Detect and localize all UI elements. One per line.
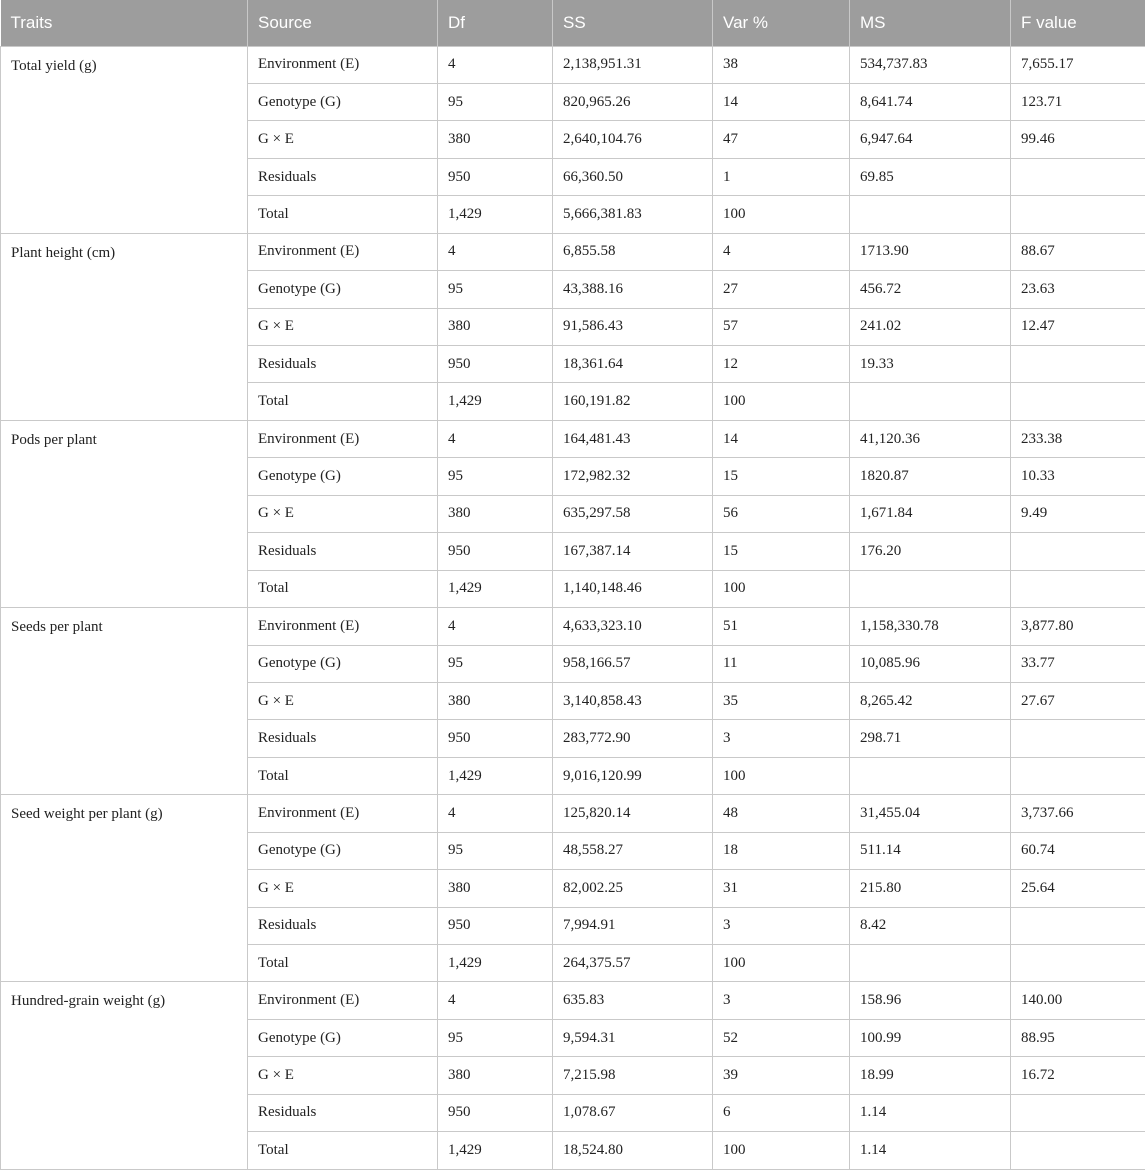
ss-cell: 4,633,323.10	[553, 608, 713, 645]
ms-cell: 176.20	[850, 533, 1011, 570]
var-percent-cell: 57	[713, 308, 850, 345]
ms-cell: 100.99	[850, 1019, 1011, 1056]
ms-cell: 31,455.04	[850, 795, 1011, 832]
f-value-cell: 3,877.80	[1011, 608, 1145, 645]
var-percent-cell: 52	[713, 1019, 850, 1056]
source-cell: Environment (E)	[248, 420, 438, 457]
f-value-cell: 33.77	[1011, 645, 1145, 682]
var-percent-cell: 100	[713, 570, 850, 607]
ms-cell: 8,265.42	[850, 682, 1011, 719]
df-cell: 950	[438, 533, 553, 570]
table-row	[1, 608, 1145, 645]
ss-cell: 2,138,951.31	[553, 46, 713, 83]
header-df: Df	[438, 0, 553, 46]
source-cell: Residuals	[248, 720, 438, 757]
table-header	[1, 0, 1145, 46]
df-cell: 4	[438, 46, 553, 83]
df-cell: 950	[438, 346, 553, 383]
df-cell: 1,429	[438, 383, 553, 420]
var-percent-cell: 100	[713, 757, 850, 794]
source-cell: Total	[248, 757, 438, 794]
ms-cell: 6,947.64	[850, 121, 1011, 158]
trait-cell: Total yield (g)	[1, 46, 248, 233]
var-percent-cell: 15	[713, 533, 850, 570]
ms-cell: 215.80	[850, 870, 1011, 907]
df-cell: 4	[438, 795, 553, 832]
trait-cell: Seed weight per plant (g)	[1, 795, 248, 982]
header-ss: SS	[553, 0, 713, 46]
var-percent-cell: 14	[713, 83, 850, 120]
f-value-cell	[1011, 570, 1145, 607]
ss-cell: 820,965.26	[553, 83, 713, 120]
df-cell: 95	[438, 1019, 553, 1056]
f-value-cell: 140.00	[1011, 982, 1145, 1019]
source-cell: Residuals	[248, 1094, 438, 1131]
source-cell: Genotype (G)	[248, 645, 438, 682]
f-value-cell: 23.63	[1011, 271, 1145, 308]
source-cell: Environment (E)	[248, 795, 438, 832]
ss-cell: 3,140,858.43	[553, 682, 713, 719]
ss-cell: 18,524.80	[553, 1132, 713, 1169]
ss-cell: 958,166.57	[553, 645, 713, 682]
var-percent-cell: 3	[713, 907, 850, 944]
ss-cell: 1,078.67	[553, 1094, 713, 1131]
table-row	[1, 982, 1145, 1019]
df-cell: 1,429	[438, 945, 553, 982]
df-cell: 380	[438, 682, 553, 719]
var-percent-cell: 11	[713, 645, 850, 682]
df-cell: 95	[438, 271, 553, 308]
ss-cell: 7,215.98	[553, 1057, 713, 1094]
df-cell: 950	[438, 1094, 553, 1131]
ss-cell: 82,002.25	[553, 870, 713, 907]
var-percent-cell: 18	[713, 832, 850, 869]
f-value-cell: 99.46	[1011, 121, 1145, 158]
f-value-cell: 60.74	[1011, 832, 1145, 869]
header-f-value: F value	[1011, 0, 1145, 46]
source-cell: G × E	[248, 121, 438, 158]
df-cell: 4	[438, 420, 553, 457]
f-value-cell: 7,655.17	[1011, 46, 1145, 83]
f-value-cell	[1011, 158, 1145, 195]
f-value-cell: 233.38	[1011, 420, 1145, 457]
ms-cell: 69.85	[850, 158, 1011, 195]
source-cell: G × E	[248, 495, 438, 532]
df-cell: 950	[438, 720, 553, 757]
var-percent-cell: 100	[713, 383, 850, 420]
df-cell: 95	[438, 83, 553, 120]
source-cell: Residuals	[248, 533, 438, 570]
source-cell: Genotype (G)	[248, 271, 438, 308]
trait-cell: Hundred-grain weight (g)	[1, 982, 248, 1169]
ss-cell: 167,387.14	[553, 533, 713, 570]
ms-cell: 8,641.74	[850, 83, 1011, 120]
ms-cell	[850, 383, 1011, 420]
var-percent-cell: 12	[713, 346, 850, 383]
table-row	[1, 420, 1145, 457]
df-cell: 95	[438, 832, 553, 869]
df-cell: 380	[438, 870, 553, 907]
ms-cell: 19.33	[850, 346, 1011, 383]
var-percent-cell: 6	[713, 1094, 850, 1131]
f-value-cell: 123.71	[1011, 83, 1145, 120]
var-percent-cell: 15	[713, 458, 850, 495]
df-cell: 4	[438, 982, 553, 1019]
var-percent-cell: 1	[713, 158, 850, 195]
ms-cell: 511.14	[850, 832, 1011, 869]
f-value-cell: 88.95	[1011, 1019, 1145, 1056]
ms-cell: 158.96	[850, 982, 1011, 1019]
var-percent-cell: 14	[713, 420, 850, 457]
var-percent-cell: 47	[713, 121, 850, 158]
source-cell: Residuals	[248, 907, 438, 944]
f-value-cell	[1011, 757, 1145, 794]
ss-cell: 1,140,148.46	[553, 570, 713, 607]
ms-cell	[850, 196, 1011, 233]
ss-cell: 43,388.16	[553, 271, 713, 308]
ms-cell: 1713.90	[850, 233, 1011, 270]
source-cell: Genotype (G)	[248, 458, 438, 495]
df-cell: 380	[438, 121, 553, 158]
df-cell: 95	[438, 645, 553, 682]
f-value-cell: 16.72	[1011, 1057, 1145, 1094]
ss-cell: 635,297.58	[553, 495, 713, 532]
source-cell: Genotype (G)	[248, 83, 438, 120]
var-percent-cell: 48	[713, 795, 850, 832]
var-percent-cell: 39	[713, 1057, 850, 1094]
df-cell: 380	[438, 308, 553, 345]
ss-cell: 635.83	[553, 982, 713, 1019]
ms-cell: 534,737.83	[850, 46, 1011, 83]
source-cell: Total	[248, 1132, 438, 1169]
source-cell: G × E	[248, 1057, 438, 1094]
ss-cell: 5,666,381.83	[553, 196, 713, 233]
f-value-cell: 9.49	[1011, 495, 1145, 532]
ms-cell: 41,120.36	[850, 420, 1011, 457]
df-cell: 950	[438, 907, 553, 944]
f-value-cell	[1011, 945, 1145, 982]
ss-cell: 160,191.82	[553, 383, 713, 420]
table-body	[1, 46, 1145, 1169]
ss-cell: 283,772.90	[553, 720, 713, 757]
source-cell: Residuals	[248, 346, 438, 383]
ms-cell	[850, 945, 1011, 982]
f-value-cell: 3,737.66	[1011, 795, 1145, 832]
df-cell: 1,429	[438, 196, 553, 233]
var-percent-cell: 3	[713, 982, 850, 1019]
ss-cell: 9,016,120.99	[553, 757, 713, 794]
ms-cell: 18.99	[850, 1057, 1011, 1094]
source-cell: Environment (E)	[248, 982, 438, 1019]
f-value-cell: 10.33	[1011, 458, 1145, 495]
ms-cell: 8.42	[850, 907, 1011, 944]
var-percent-cell: 27	[713, 271, 850, 308]
header-var-percent: Var %	[713, 0, 850, 46]
f-value-cell: 88.67	[1011, 233, 1145, 270]
var-percent-cell: 51	[713, 608, 850, 645]
var-percent-cell: 100	[713, 945, 850, 982]
df-cell: 4	[438, 233, 553, 270]
ms-cell: 241.02	[850, 308, 1011, 345]
f-value-cell	[1011, 907, 1145, 944]
ss-cell: 2,640,104.76	[553, 121, 713, 158]
source-cell: Total	[248, 383, 438, 420]
source-cell: G × E	[248, 870, 438, 907]
ms-cell: 10,085.96	[850, 645, 1011, 682]
f-value-cell	[1011, 533, 1145, 570]
source-cell: Environment (E)	[248, 608, 438, 645]
source-cell: Genotype (G)	[248, 832, 438, 869]
var-percent-cell: 38	[713, 46, 850, 83]
ms-cell: 1,158,330.78	[850, 608, 1011, 645]
source-cell: Total	[248, 196, 438, 233]
ss-cell: 6,855.58	[553, 233, 713, 270]
ss-cell: 7,994.91	[553, 907, 713, 944]
f-value-cell	[1011, 383, 1145, 420]
header-source: Source	[248, 0, 438, 46]
ss-cell: 9,594.31	[553, 1019, 713, 1056]
header-traits: Traits	[1, 0, 248, 46]
source-cell: Total	[248, 570, 438, 607]
header-row	[1, 0, 1145, 46]
var-percent-cell: 56	[713, 495, 850, 532]
header-ms: MS	[850, 0, 1011, 46]
ss-cell: 66,360.50	[553, 158, 713, 195]
var-percent-cell: 100	[713, 196, 850, 233]
f-value-cell	[1011, 720, 1145, 757]
df-cell: 95	[438, 458, 553, 495]
df-cell: 380	[438, 1057, 553, 1094]
table-row	[1, 795, 1145, 832]
trait-cell: Plant height (cm)	[1, 233, 248, 420]
ms-cell: 456.72	[850, 271, 1011, 308]
var-percent-cell: 35	[713, 682, 850, 719]
ss-cell: 18,361.64	[553, 346, 713, 383]
df-cell: 950	[438, 158, 553, 195]
ms-cell: 1,671.84	[850, 495, 1011, 532]
ms-cell: 298.71	[850, 720, 1011, 757]
ss-cell: 164,481.43	[553, 420, 713, 457]
source-cell: G × E	[248, 682, 438, 719]
table-row	[1, 46, 1145, 83]
df-cell: 380	[438, 495, 553, 532]
trait-cell: Seeds per plant	[1, 608, 248, 795]
f-value-cell: 27.67	[1011, 682, 1145, 719]
source-cell: Residuals	[248, 158, 438, 195]
ms-cell: 1820.87	[850, 458, 1011, 495]
f-value-cell	[1011, 346, 1145, 383]
f-value-cell	[1011, 1094, 1145, 1131]
ms-cell	[850, 570, 1011, 607]
df-cell: 1,429	[438, 1132, 553, 1169]
ss-cell: 172,982.32	[553, 458, 713, 495]
f-value-cell: 25.64	[1011, 870, 1145, 907]
df-cell: 1,429	[438, 757, 553, 794]
df-cell: 4	[438, 608, 553, 645]
var-percent-cell: 3	[713, 720, 850, 757]
source-cell: Total	[248, 945, 438, 982]
ms-cell	[850, 757, 1011, 794]
ms-cell: 1.14	[850, 1094, 1011, 1131]
trait-cell: Pods per plant	[1, 420, 248, 607]
var-percent-cell: 31	[713, 870, 850, 907]
f-value-cell	[1011, 1132, 1145, 1169]
var-percent-cell: 4	[713, 233, 850, 270]
ss-cell: 125,820.14	[553, 795, 713, 832]
f-value-cell: 12.47	[1011, 308, 1145, 345]
source-cell: Environment (E)	[248, 46, 438, 83]
ss-cell: 264,375.57	[553, 945, 713, 982]
ss-cell: 48,558.27	[553, 832, 713, 869]
f-value-cell	[1011, 196, 1145, 233]
ss-cell: 91,586.43	[553, 308, 713, 345]
source-cell: G × E	[248, 308, 438, 345]
var-percent-cell: 100	[713, 1132, 850, 1169]
source-cell: Genotype (G)	[248, 1019, 438, 1056]
df-cell: 1,429	[438, 570, 553, 607]
source-cell: Environment (E)	[248, 233, 438, 270]
table-row	[1, 233, 1145, 270]
ms-cell: 1.14	[850, 1132, 1011, 1169]
